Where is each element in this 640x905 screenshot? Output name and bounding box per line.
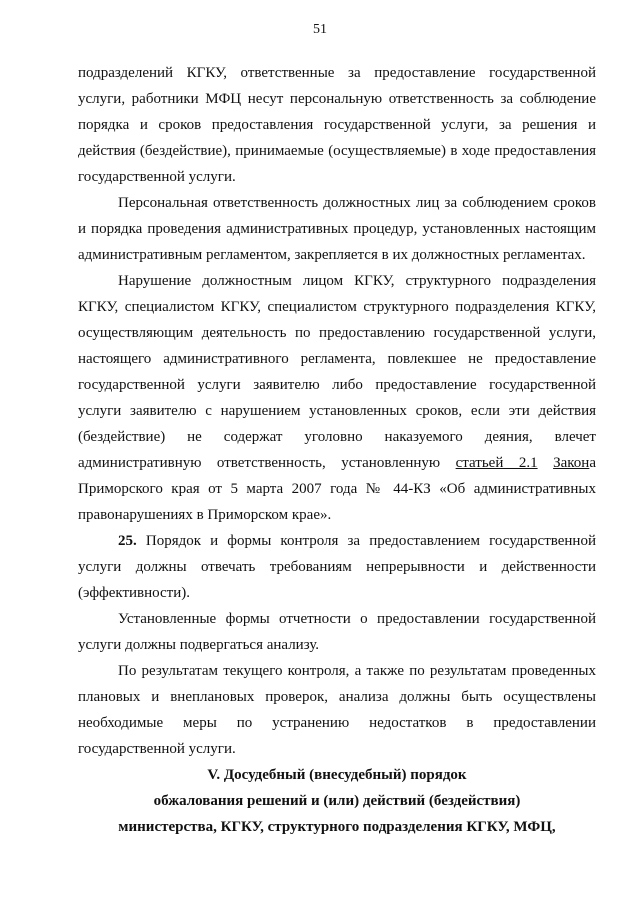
paragraph-personal-responsibility: Персональная ответственность должностных лиц за соблюдением сроков и порядка проведения административных процедур, установленных настоящим административным регламентом, закрепляется в их должностных регламентах. <box>78 195 596 263</box>
link-separator <box>538 455 554 471</box>
document-body <box>78 60 596 840</box>
law-link[interactable]: Закон <box>553 455 590 471</box>
article-link[interactable]: статьей 2.1 <box>455 455 538 471</box>
paragraph-violation-tail: а Приморского края от 5 марта 2007 года № 44-КЗ «Об административных правонарушениях в Приморском крае». <box>78 455 596 523</box>
paragraph-violation-text: Нарушение должностным лицом КГКУ, структурного подразделения КГКУ, специалистом КГКУ, специалистом структурного подразделения КГКУ, осуществляющим деятельность по предоставлению государственной услуги, настоящего административного регламента, повлекшее не предоставление государственной услуги заявителю либо предоставление государственной услуги заявителю с нарушением установленных сроков, если эти действия (бездействие) не содержат уголовно наказуемого деяния, влечет административную ответственность, установленную <box>78 273 596 471</box>
paragraph-control-results: По результатам текущего контроля, а также по результатам проведенных плановых и внеплановых проверок, анализа должны быть осуществлены необходимые меры по устранению недостатков в предоставлении государственной услуги. <box>78 663 596 757</box>
paragraph-violation <box>78 268 596 528</box>
paragraph-continuation: подразделений КГКУ, ответственные за предоставление государственной услуги, работники МФЦ несут персональную ответственность за соблюдение порядка и сроков предоставления государственной услуги, за решения и действия (бездействие), принимаемые (осуществляемые) в ходе предоставления государственной услуги. <box>78 65 596 185</box>
section-heading-line-1: V. Досудебный (внесудебный) порядок <box>207 767 467 783</box>
paragraph-25 <box>78 528 596 606</box>
page-number: 51 <box>313 22 327 37</box>
clause-number: 25. <box>118 533 137 549</box>
paragraph-reporting-forms: Установленные формы отчетности о предоставлении государственной услуги должны подвергаться анализу. <box>78 611 596 653</box>
section-heading-line-3: министерства, КГКУ, структурного подразделения КГКУ, МФЦ, <box>118 819 556 835</box>
section-heading-line-2: обжалования решений и (или) действий (бездействия) <box>153 793 521 809</box>
clause-25-text: Порядок и формы контроля за предоставлением государственной услуги должны отвечать требованиям непрерывности и действенности (эффективности). <box>78 533 596 601</box>
